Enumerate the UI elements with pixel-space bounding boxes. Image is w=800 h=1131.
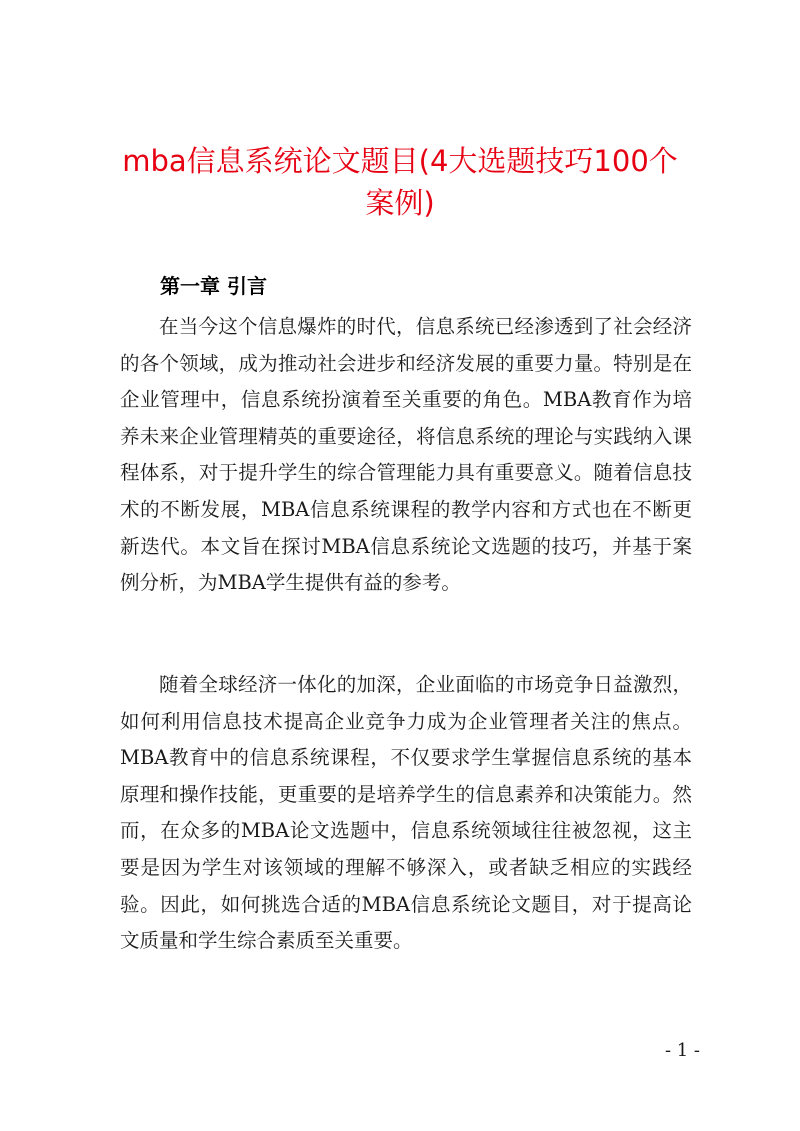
page-number: - 1 - <box>664 1040 700 1061</box>
body-paragraph: 在当今这个信息爆炸的时代，信息系统已经渗透到了社会经济的各个领域，成为推动社会进步和经济发展的重要力量。特别是在企业管理中，信息系统扮演着至关重要的角色。MBA教育作为培养未来企业管理精英的重要途径，将信息系统的理论与实践纳入课程体系，对于提升学生的综合管理能力具有重要意义。随着信息技术的不断发展，MBA信息系统课程的教学内容和方式也在不断更新迭代。本文旨在探讨MBA信息系统论文选题的技巧，并基于案例分析，为MBA学生提供有益的参考。 <box>120 315 692 595</box>
body-paragraph: 随着全球经济一体化的加深，企业面临的市场竞争日益激烈，如何利用信息技术提高企业竞争力成为企业管理者关注的焦点。MBA教育中的信息系统课程，不仅要求学生掌握信息系统的基本原理和操作技能，更重要的是培养学生的信息素养和决策能力。然而，在众多的MBA论文选题中，信息系统领域往往被忽视，这主要是因为学生对该领域的理解不够深入，或者缺乏相应的实践经验。因此，如何挑选合适的MBA信息系统论文题目，对于提高论文质量和学生综合素质至关重要。 <box>120 673 692 953</box>
document-title: mba信息系统论文题目(4大选题技巧100个案例) <box>122 144 678 220</box>
chapter-heading: 第一章 引言 <box>160 274 267 298</box>
